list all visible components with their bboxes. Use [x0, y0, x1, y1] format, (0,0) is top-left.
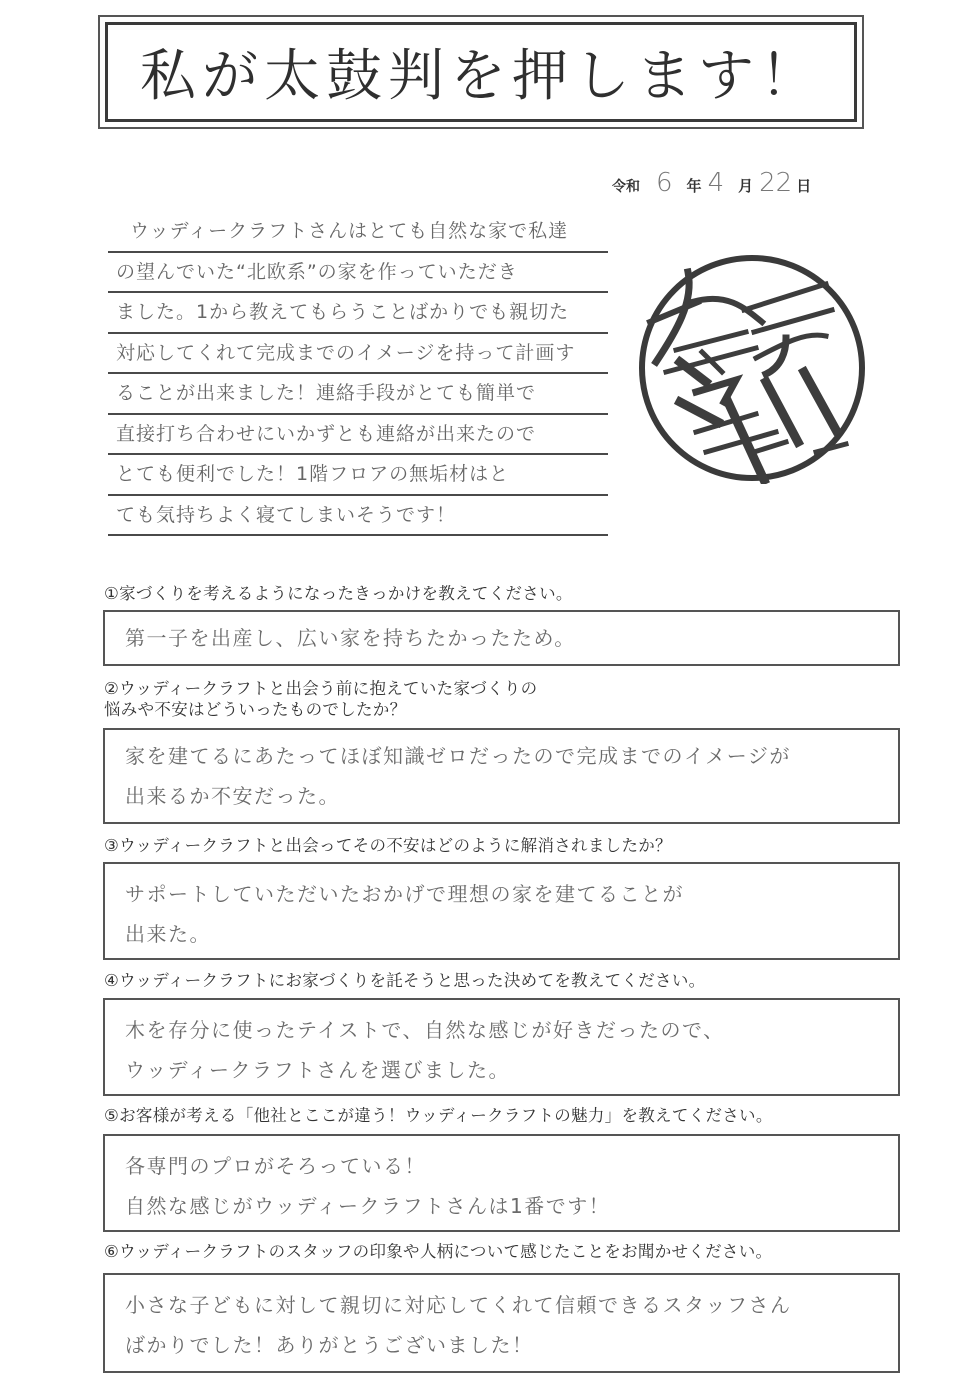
- taikoban-stamp-icon: [636, 252, 868, 484]
- date-month-unit: 月: [738, 177, 754, 195]
- story-line: 直接打ち合わせにいかずとも連絡が出来たので: [108, 415, 608, 456]
- answer-line: ばかりでした！ありがとうございました！: [125, 1333, 534, 1357]
- question-text: ⑥ウッディークラフトのスタッフの印象や人柄について感じたことをお聞かせください。: [104, 1242, 773, 1261]
- question-text: ④ウッディークラフトにお家づくりを託そうと思った決めてを教えてください。: [104, 971, 706, 990]
- answer-1-box: [103, 610, 900, 666]
- answer-line: 出来た。: [125, 922, 211, 946]
- question-2-label: [104, 678, 537, 720]
- title-inner-frame: [105, 22, 857, 122]
- question-text: 悩みや不安はどういったものでしたか？: [104, 700, 407, 719]
- title-frame: [98, 15, 864, 129]
- story-line: の望んでいた“北欧系”の家を作っていただき: [108, 253, 608, 294]
- answer-line: 家を建てるにあたってほぼ知識ゼロだったので完成までのイメージが: [125, 744, 791, 768]
- question-5-label: [104, 1105, 773, 1126]
- answer-line: 自然な感じがウッディークラフトさんは1番です！: [125, 1194, 611, 1218]
- date-year-unit: 年: [686, 177, 702, 195]
- story-line: とても便利でした！1階フロアの無垢材はと: [108, 455, 608, 496]
- question-1-label: [104, 583, 573, 604]
- date-era: 令和: [612, 179, 640, 195]
- answer-line: サポートしていただいたおかげで理想の家を建てることが: [125, 882, 684, 906]
- page-title: 私が太鼓判を押します！: [140, 44, 822, 109]
- answer-line: 出来るか不安だった。: [125, 784, 340, 808]
- date-day-unit: 日: [796, 177, 812, 195]
- answer-line: 木を存分に使ったテイストで、自然な感じが好きだったので、: [125, 1018, 725, 1042]
- answer-line: ウッディークラフトさんを選びました。: [125, 1058, 510, 1082]
- answer-3-box: [103, 862, 900, 960]
- question-3-label: [104, 835, 672, 856]
- date-year: 6: [656, 168, 673, 198]
- question-text: ②ウッディークラフトと出会う前に抱えていた家づくりの: [104, 679, 538, 698]
- story-line: ました。1から教えてもらうことばかりでも親切た: [108, 293, 608, 334]
- date-row: [612, 168, 862, 202]
- date-month: 4: [707, 168, 725, 198]
- testimonial-story: [108, 212, 608, 536]
- story-line: ウッディークラフトさんはとても自然な家で私達: [108, 212, 608, 253]
- answer-2-box: [103, 728, 900, 824]
- date-day: 22: [759, 168, 793, 198]
- answer-line: 小さな子どもに対して親切に対応してくれて信頼できるスタッフさん: [125, 1293, 792, 1317]
- story-line: 対応してくれて完成までのイメージを持って計画す: [108, 334, 608, 375]
- story-line: ることが出来ました！連絡手段がとても簡単で: [108, 374, 608, 415]
- question-text: ⑤お客様が考える「他社とここが違う！ウッディークラフトの魅力」を教えてください。: [104, 1106, 773, 1125]
- answer-line: 第一子を出産し、広い家を持ちたかったため。: [125, 626, 576, 650]
- answer-4-box: [103, 998, 900, 1096]
- answer-6-box: [103, 1273, 900, 1373]
- question-text: ①家づくりを考えるようになったきっかけを教えてください。: [104, 584, 573, 603]
- story-line: ても気持ちよく寝てしまいそうです！: [108, 496, 608, 537]
- answer-5-box: [103, 1134, 900, 1232]
- question-4-label: [104, 970, 705, 991]
- question-6-label: [104, 1241, 772, 1262]
- answer-line: 各専門のプロがそろっている！: [125, 1154, 426, 1178]
- question-text: ③ウッディークラフトと出会ってその不安はどのように解消されましたか？: [104, 836, 672, 855]
